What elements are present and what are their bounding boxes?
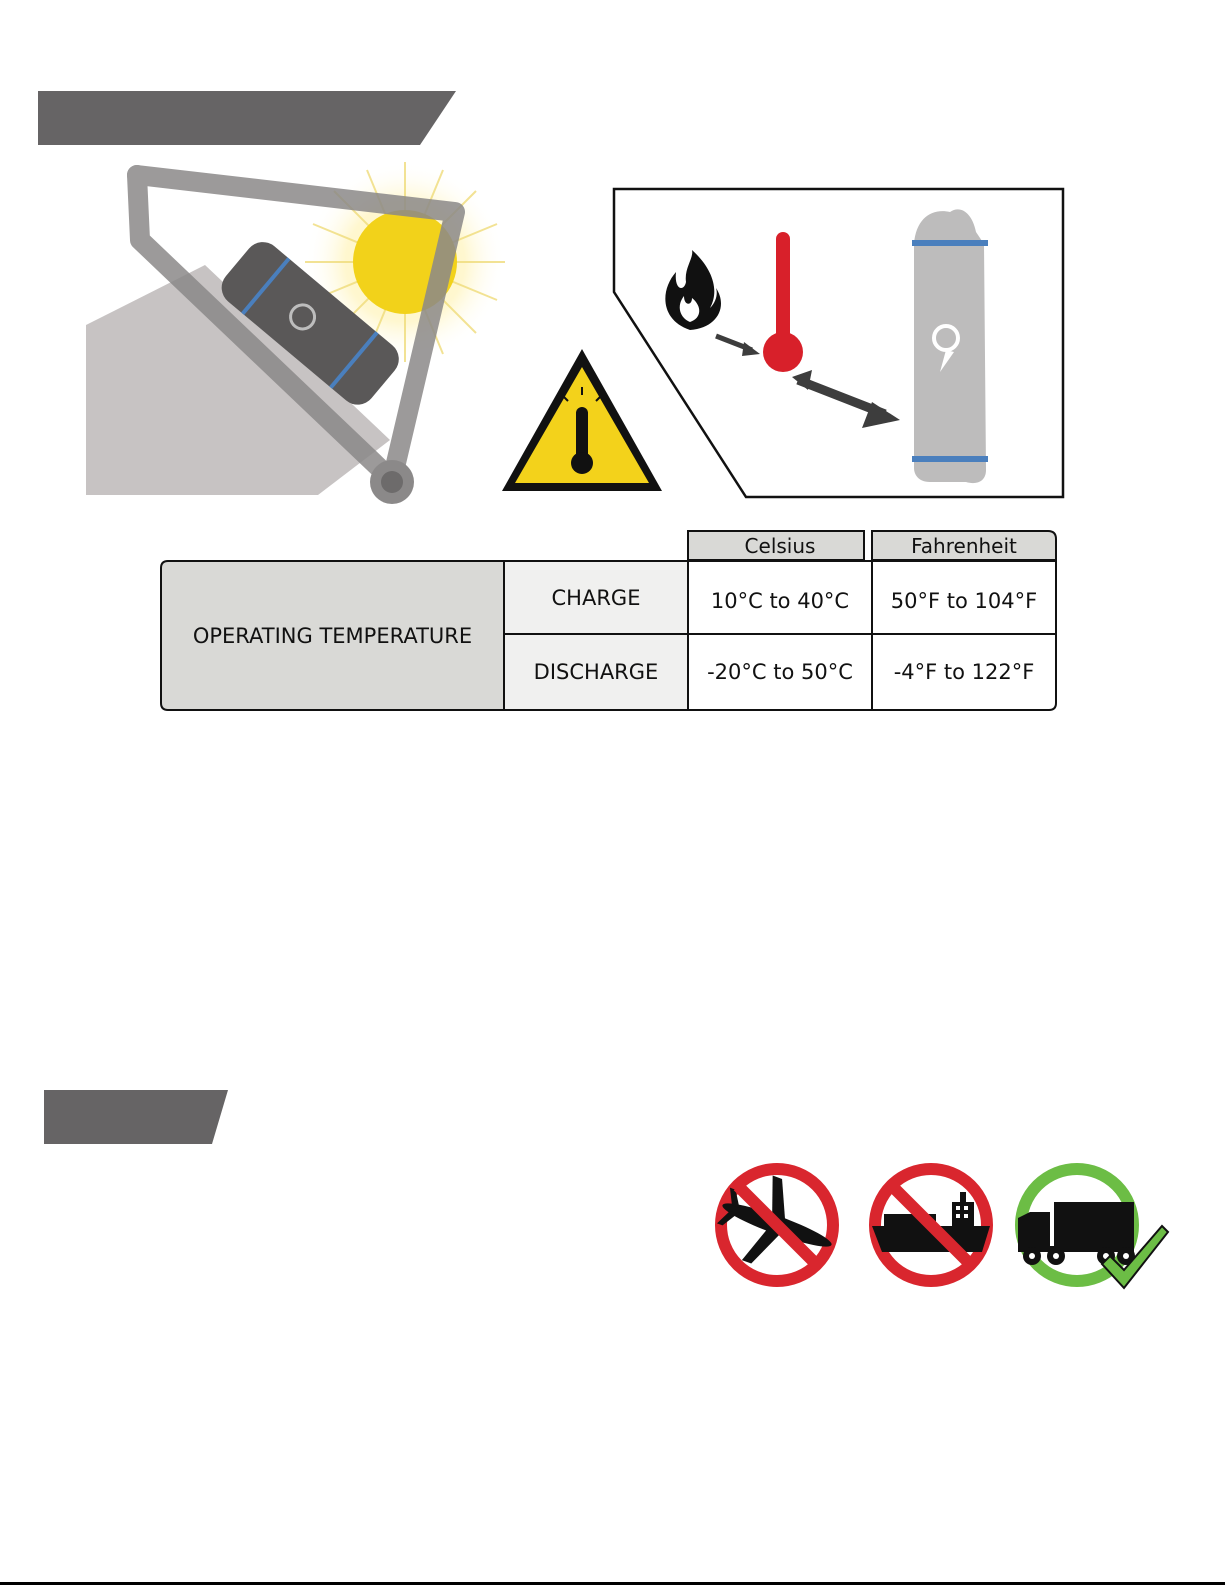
header-celsius: Celsius [744, 534, 816, 558]
header-fahrenheit: Fahrenheit [911, 534, 1017, 558]
row-label-discharge: DISCHARGE [533, 660, 659, 684]
no-air-transport-icon [714, 1162, 840, 1288]
discharge-fahrenheit: -4°F to 122°F [893, 660, 1035, 684]
charge-celsius: 10°C to 40°C [710, 589, 850, 613]
row-group-label: OPERATING TEMPERATURE [192, 623, 473, 648]
row-label-charge: CHARGE [551, 585, 641, 610]
discharge-celsius: -20°C to 50°C [707, 660, 853, 684]
no-sea-transport-icon [868, 1162, 994, 1288]
section-banner-transport [44, 1090, 230, 1144]
ground-transport-allowed-icon [1014, 1162, 1174, 1292]
charge-fahrenheit: 50°F to 104°F [890, 589, 1038, 613]
